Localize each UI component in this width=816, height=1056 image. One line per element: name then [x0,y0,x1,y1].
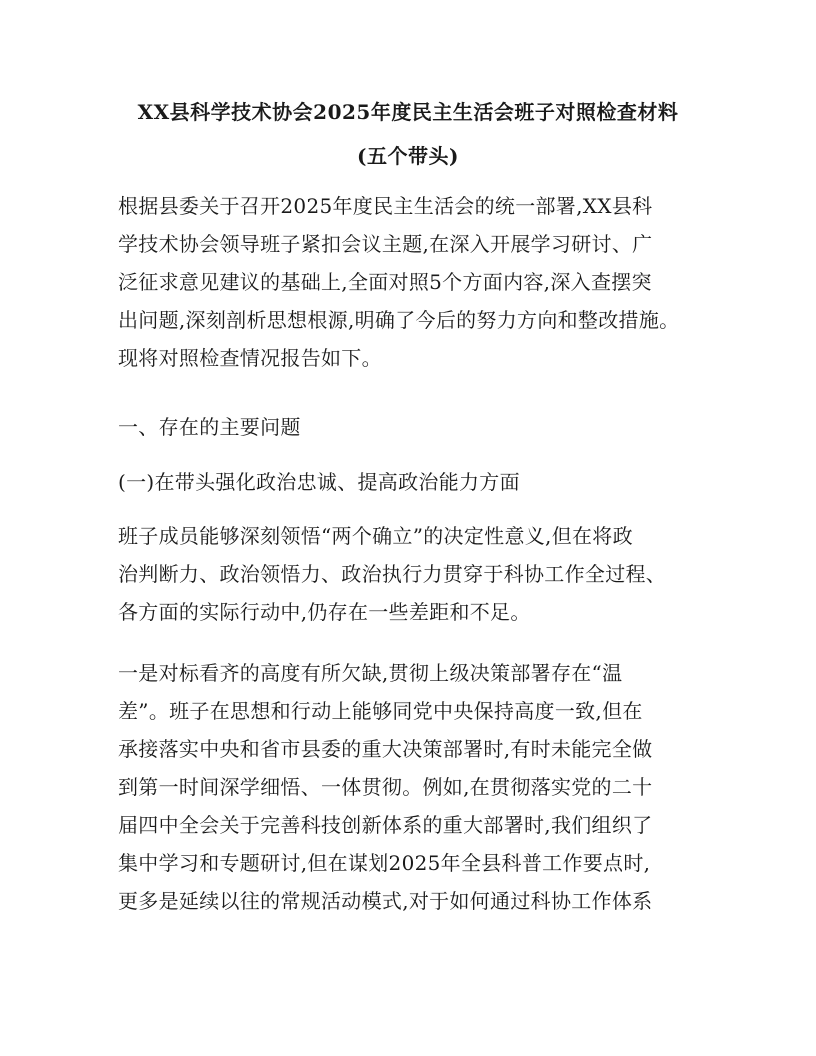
paragraph-line: 班子成员能够深刻领悟“两个确立”的决定性意义,但在将政 [118,524,633,548]
paragraph-line: 到第一时间深学细悟、一体贯彻。例如,在贯彻落实党的二十 [118,775,653,799]
paragraph-line: 集中学习和专题研讨,但在谋划2025年全县科普工作要点时, [118,851,651,875]
document-subtitle: (五个带头) [357,144,459,168]
paragraph-line: 届四中全会关于完善科技创新体系的重大部署时,我们组织了 [118,813,653,837]
paragraph-line: 承接落实中央和省市县委的重大决策部署时,有时未能完全做 [118,737,653,761]
intro-line: 根据县委关于召开2025年度民主生活会的统一部署,XX县科 [118,194,653,218]
paragraph-line: 更多是延续以往的常规活动模式,对于如何通过科协工作体系 [118,889,653,913]
paragraph-line: 差”。班子在思想和行动上能够同党中央保持高度一致,但在 [118,699,643,723]
subsection-heading: (一)在带头强化政治忠诚、提高政治能力方面 [118,470,520,494]
section-heading: 一、存在的主要问题 [118,415,301,439]
intro-line: 现将对照检查情况报告如下。 [118,346,382,370]
intro-line: 出问题,深刻剖析思想根源,明确了今后的努力方向和整改措施。 [118,308,680,332]
paragraph-line: 各方面的实际行动中,仍存在一些差距和不足。 [118,600,531,624]
paragraph-line: 治判断力、政治领悟力、政治执行力贯穿于科协工作全过程、 [118,562,667,586]
intro-line: 学技术协会领导班子紧扣会议主题,在深入开展学习研讨、广 [118,232,653,256]
document-title: XX县科学技术协会2025年度民主生活会班子对照检查材料 [137,100,679,124]
intro-line: 泛征求意见建议的基础上,全面对照5个方面内容,深入查摆突 [118,270,652,294]
paragraph-line: 一是对标看齐的高度有所欠缺,贯彻上级决策部署存在“温 [118,661,623,685]
